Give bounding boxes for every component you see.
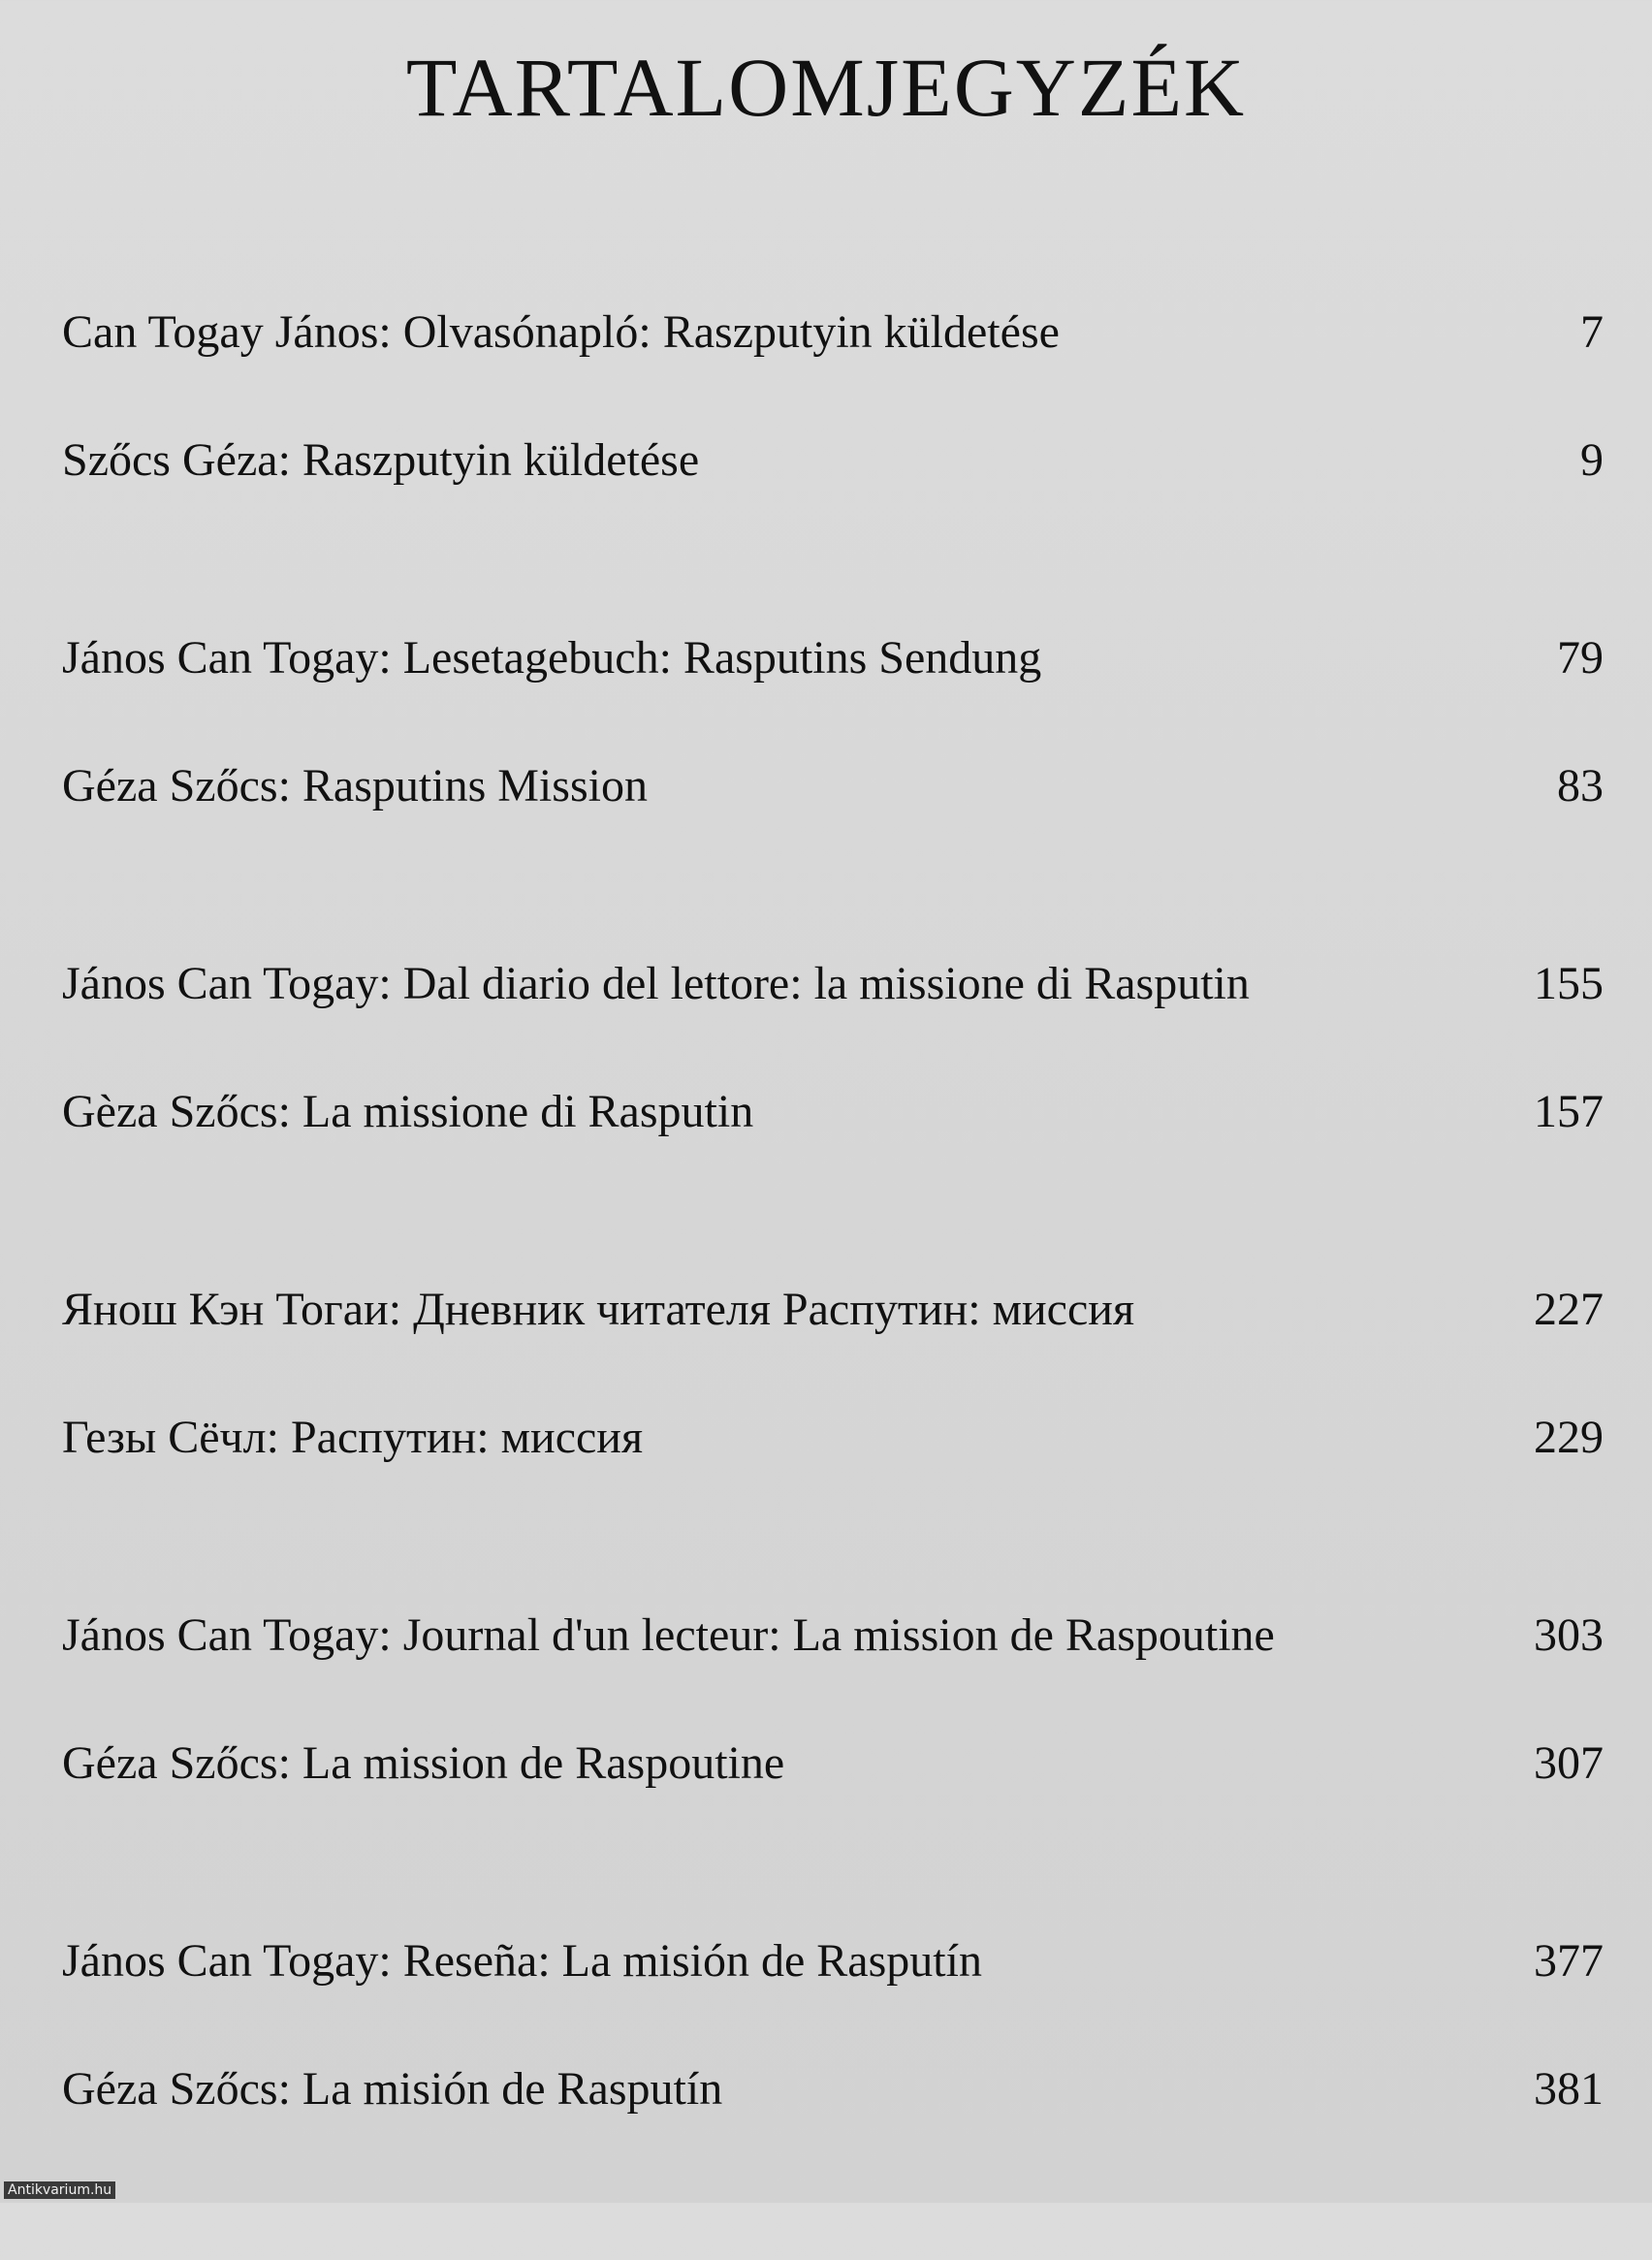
toc-group-german xyxy=(62,631,1604,887)
toc-group-spanish xyxy=(62,1934,1604,2190)
toc-entry xyxy=(62,2062,1604,2190)
toc-entry-title: Can Togay János: Olvasónapló: Raszputyin küldetése xyxy=(62,306,1060,358)
toc-entry-title: János Can Togay: Journal d'un lecteur: La mission de Raspoutine xyxy=(62,1609,1275,1661)
toc-group-italian xyxy=(62,957,1604,1213)
toc-entry-title: Янош Кэн Тогаи: Дневник читателя Распутин: миссия xyxy=(62,1284,1135,1335)
toc-entry xyxy=(62,759,1604,887)
toc-entry-page: 381 xyxy=(1534,2063,1604,2115)
toc-entry-title: Géza Szőcs: La misión de Rasputín xyxy=(62,2063,723,2115)
toc-entry-page: 83 xyxy=(1557,760,1604,812)
toc-entry-page: 307 xyxy=(1534,1737,1604,1789)
toc-entry xyxy=(62,631,1604,759)
toc-entry-page: 157 xyxy=(1534,1086,1604,1137)
toc-entry-page: 79 xyxy=(1557,632,1604,684)
toc-entry xyxy=(62,1283,1604,1411)
toc-entry xyxy=(62,1085,1604,1213)
table-of-contents xyxy=(62,305,1604,2260)
toc-entry xyxy=(62,433,1604,561)
toc-group-french xyxy=(62,1608,1604,1864)
toc-entry-page: 229 xyxy=(1534,1412,1604,1463)
toc-entry-title: Szőcs Géza: Raszputyin küldetése xyxy=(62,434,700,486)
watermark: Antikvarium.hu xyxy=(4,2181,115,2199)
toc-entry-title: János Can Togay: Dal diario del lettore: la missione di Rasputin xyxy=(62,958,1250,1009)
toc-entry xyxy=(62,305,1604,433)
toc-entry-title: Gèza Szőcs: La missione di Rasputin xyxy=(62,1086,754,1137)
page-title: TARTALOMJEGYZÉK xyxy=(405,41,1247,134)
toc-entry-page: 7 xyxy=(1580,306,1604,358)
toc-entry-title: János Can Togay: Reseña: La misión de Rasputín xyxy=(62,1935,982,1987)
toc-group-hungarian xyxy=(62,305,1604,561)
toc-entry-page: 303 xyxy=(1534,1609,1604,1661)
toc-entry xyxy=(62,957,1604,1085)
toc-entry-title: Géza Szőcs: La mission de Raspoutine xyxy=(62,1737,785,1789)
toc-entry-page: 155 xyxy=(1534,958,1604,1009)
toc-entry-title: Гезы Сёчл: Распутин: миссия xyxy=(62,1412,644,1463)
toc-entry-page: 227 xyxy=(1534,1284,1604,1335)
toc-entry xyxy=(62,1934,1604,2062)
toc-entry-title: Géza Szőcs: Rasputins Mission xyxy=(62,760,648,812)
toc-group-russian xyxy=(62,1283,1604,1539)
toc-entry-page: 377 xyxy=(1534,1935,1604,1987)
toc-entry-page: 9 xyxy=(1580,434,1604,486)
toc-entry xyxy=(62,1411,1604,1539)
toc-entry xyxy=(62,1736,1604,1864)
toc-entry xyxy=(62,1608,1604,1736)
toc-entry-title: János Can Togay: Lesetagebuch: Rasputins Sendung xyxy=(62,632,1042,684)
